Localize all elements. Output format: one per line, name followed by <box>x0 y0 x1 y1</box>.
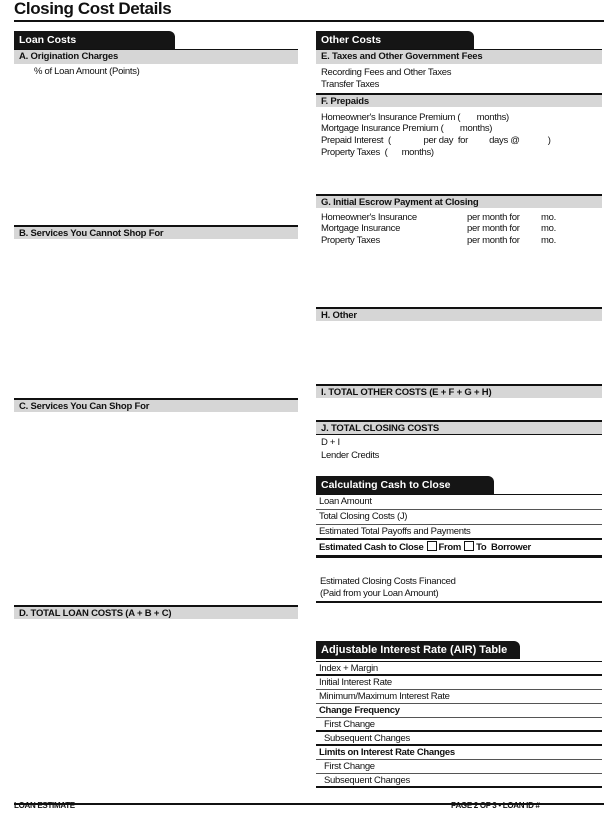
transfer-taxes-line: Transfer Taxes <box>321 79 380 90</box>
footer-page-info: PAGE 2 OF 3 • LOAN ID # <box>451 801 540 810</box>
air-row: Subsequent Changes <box>316 774 602 788</box>
air-row: Minimum/Maximum Interest Rate <box>316 690 602 704</box>
section-b-header: B. Services You Cannot Shop For <box>14 225 298 239</box>
from-label: From <box>438 542 462 553</box>
section-d-header: D. TOTAL LOAN COSTS (A + B + C) <box>14 605 298 619</box>
to-checkbox[interactable] <box>464 541 474 551</box>
section-i-header: I. TOTAL OTHER COSTS (E + F + G + H) <box>316 384 602 398</box>
section-g-header: G. Initial Escrow Payment at Closing <box>316 194 602 208</box>
payoffs-row: Estimated Total Payoffs and Payments <box>316 525 602 540</box>
escrow-label: Mortgage Insurance <box>321 223 401 234</box>
footer-left: LOAN ESTIMATE <box>14 801 75 810</box>
escrow-rate: per month for <box>467 212 520 223</box>
escrow-label: Homeowner's Insurance <box>321 212 417 223</box>
escrow-unit: mo. <box>541 235 556 246</box>
section-j-header: J. TOTAL CLOSING COSTS <box>316 420 602 435</box>
title-divider <box>14 20 604 22</box>
prepaid-line: Mortgage Insurance Premium ( months) <box>321 123 493 134</box>
divider <box>316 601 602 603</box>
escrow-unit: mo. <box>541 212 556 223</box>
from-checkbox[interactable] <box>427 541 437 551</box>
air-row: Index + Margin <box>316 662 602 676</box>
air-row: Change Frequency <box>316 704 602 718</box>
estimated-cash-label: Estimated Cash to Close <box>319 542 424 553</box>
air-row: Initial Interest Rate <box>316 676 602 690</box>
cash-to-close-tab: Calculating Cash to Close <box>316 476 494 494</box>
lender-credits-line: Lender Credits <box>321 450 380 461</box>
to-borrower-label: To Borrower <box>476 542 531 553</box>
prepaid-line: Homeowner's Insurance Premium ( months) <box>321 112 509 123</box>
escrow-unit: mo. <box>541 223 556 234</box>
air-table <box>316 662 602 788</box>
air-table-tab: Adjustable Interest Rate (AIR) Table <box>316 641 520 659</box>
estimated-cash-row <box>316 540 602 558</box>
section-h-header: H. Other <box>316 307 602 321</box>
air-row: First Change <box>316 718 602 732</box>
other-costs-tab: Other Costs <box>316 31 474 49</box>
air-row: Subsequent Changes <box>316 732 602 746</box>
escrow-rate: per month for <box>467 235 520 246</box>
prepaid-line: Property Taxes ( months) <box>321 147 434 158</box>
financed-line: Estimated Closing Costs Financed <box>320 576 456 587</box>
air-row: Limits on Interest Rate Changes <box>316 746 602 760</box>
financed-sub-line: (Paid from your Loan Amount) <box>320 588 439 599</box>
cash-to-close-table <box>316 495 602 558</box>
recording-fees-line: Recording Fees and Other Taxes <box>321 67 452 78</box>
escrow-rate: per month for <box>467 223 520 234</box>
prepaid-line: Prepaid Interest ( per day for days @ ) <box>321 135 551 146</box>
section-f-header: F. Prepaids <box>316 93 602 107</box>
escrow-label: Property Taxes <box>321 235 380 246</box>
air-row: First Change <box>316 760 602 774</box>
section-c-header: C. Services You Can Shop For <box>14 398 298 412</box>
points-line: % of Loan Amount (Points) <box>34 66 140 77</box>
total-closing-costs-row: Total Closing Costs (J) <box>316 510 602 525</box>
d-plus-i-line: D + I <box>321 437 340 448</box>
section-e-header: E. Taxes and Other Government Fees <box>316 50 602 64</box>
page-title: Closing Cost Details <box>14 0 172 18</box>
section-a-header: A. Origination Charges <box>14 50 298 64</box>
loan-costs-tab: Loan Costs <box>14 31 175 49</box>
loan-amount-row: Loan Amount <box>316 495 602 510</box>
